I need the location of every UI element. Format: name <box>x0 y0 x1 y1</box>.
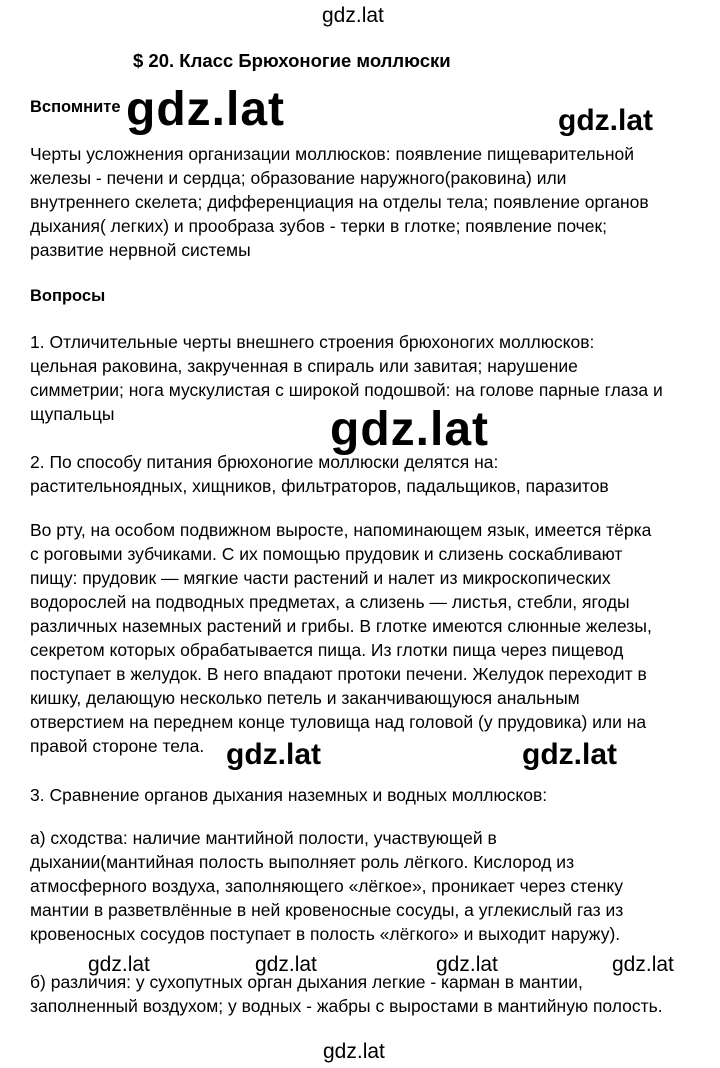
watermark-right: gdz.lat <box>558 104 653 137</box>
watermark-row-1: gdz.lat <box>88 953 150 976</box>
answer-1-line: 1. Отличительные черты внешнего строения брюхоногих моллюсков: <box>30 332 595 352</box>
questions-heading: Вопросы <box>30 287 106 305</box>
recall-heading: Вспомните <box>30 98 121 116</box>
recall-line: Черты усложнения организации моллюсков: появление пищеварительной <box>30 144 634 164</box>
page-title: $ 20. Класс Брюхоногие моллюски <box>133 50 451 71</box>
digestion-line: отверстием на переднем конце туловища над головой (у прудовика) или на <box>30 712 647 732</box>
watermark-bottom: gdz.lat <box>323 1040 385 1063</box>
digestion-line: Во рту, на особом подвижном выросте, напоминающем язык, имеется тёрка <box>30 520 652 540</box>
similarity-line: кровеносных сосудов поступает в полость «лёгкого» и выходит наружу). <box>30 924 621 944</box>
similarity-line: атмосферного воздуха, заполняющего «лёгкое», проникает через стенку <box>30 876 623 896</box>
digestion-line: секретом которых обрабатывается пища. Из глотки пища через пищевод <box>30 640 624 660</box>
answer-1-line: цельная раковина, закрученная в спираль или завитая; нарушение <box>30 356 578 376</box>
watermark-large-left: gdz.lat <box>126 83 285 136</box>
digestion-line: пищу: прудовик — мягкие части растений и налет из микроскопических <box>30 568 611 588</box>
recall-line: внутреннего скелета; дифференциация на отделы тела; появление органов <box>30 192 649 212</box>
watermark-mid-right: gdz.lat <box>522 738 617 771</box>
similarity-line: дыхании(мантийная полость выполняет роль лёгкого. Кислород из <box>30 852 575 872</box>
recall-line: дыхания( легких) и прообраза зубов - терки в глотке; появление почек; <box>30 216 608 236</box>
watermark-mid-left: gdz.lat <box>226 738 321 771</box>
answer-2-line: растительноядных, хищников, фильтраторов, падальщиков, паразитов <box>30 476 609 496</box>
watermark-center: gdz.lat <box>330 403 489 456</box>
watermark-row-3: gdz.lat <box>436 953 498 976</box>
answer-3-line: 3. Сравнение органов дыхания наземных и водных моллюсков: <box>30 785 548 805</box>
digestion-line: различных наземных растений и грибы. В глотке имеются слюнные железы, <box>30 616 652 636</box>
similarity-line: а) сходства: наличие мантийной полости, участвующей в <box>30 828 497 848</box>
digestion-line: поступает в желудок. В него впадают протоки печени. Желудок переходит в <box>30 664 647 684</box>
difference-line: б) различия: у сухопутных орган дыхания легкие - карман в мантии, <box>30 972 583 992</box>
recall-line: развитие нервной системы <box>30 240 251 260</box>
recall-line: железы - печени и сердца; образование наружного(раковина) или <box>30 168 567 188</box>
digestion-line: правой стороне тела. <box>30 736 205 756</box>
digestion-line: кишку, делающую несколько петель и заканчивающуюся анальным <box>30 688 580 708</box>
answer-1-line: щупальцы <box>30 404 115 424</box>
similarity-line: мантии в разветвлённые в ней кровеносные сосуды, а углекислый газ из <box>30 900 624 920</box>
digestion-line: водорослей на подводных предметах, а слизень — листья, стебли, ягоды <box>30 592 630 612</box>
watermark-row-2: gdz.lat <box>255 953 317 976</box>
digestion-line: с роговыми зубчиками. С их помощью прудовик и слизень соскабливают <box>30 544 623 564</box>
difference-line: заполненный воздухом; у водных - жабры с выростами в мантийную полость. <box>30 996 663 1016</box>
watermark-top: gdz.lat <box>322 4 384 27</box>
watermark-row-4: gdz.lat <box>612 953 674 976</box>
answer-2-line: 2. По способу питания брюхоногие моллюски делятся на: <box>30 452 499 472</box>
answer-1-line: симметрии; нога мускулистая с широкой подошвой: на голове парные глаза и <box>30 380 663 400</box>
